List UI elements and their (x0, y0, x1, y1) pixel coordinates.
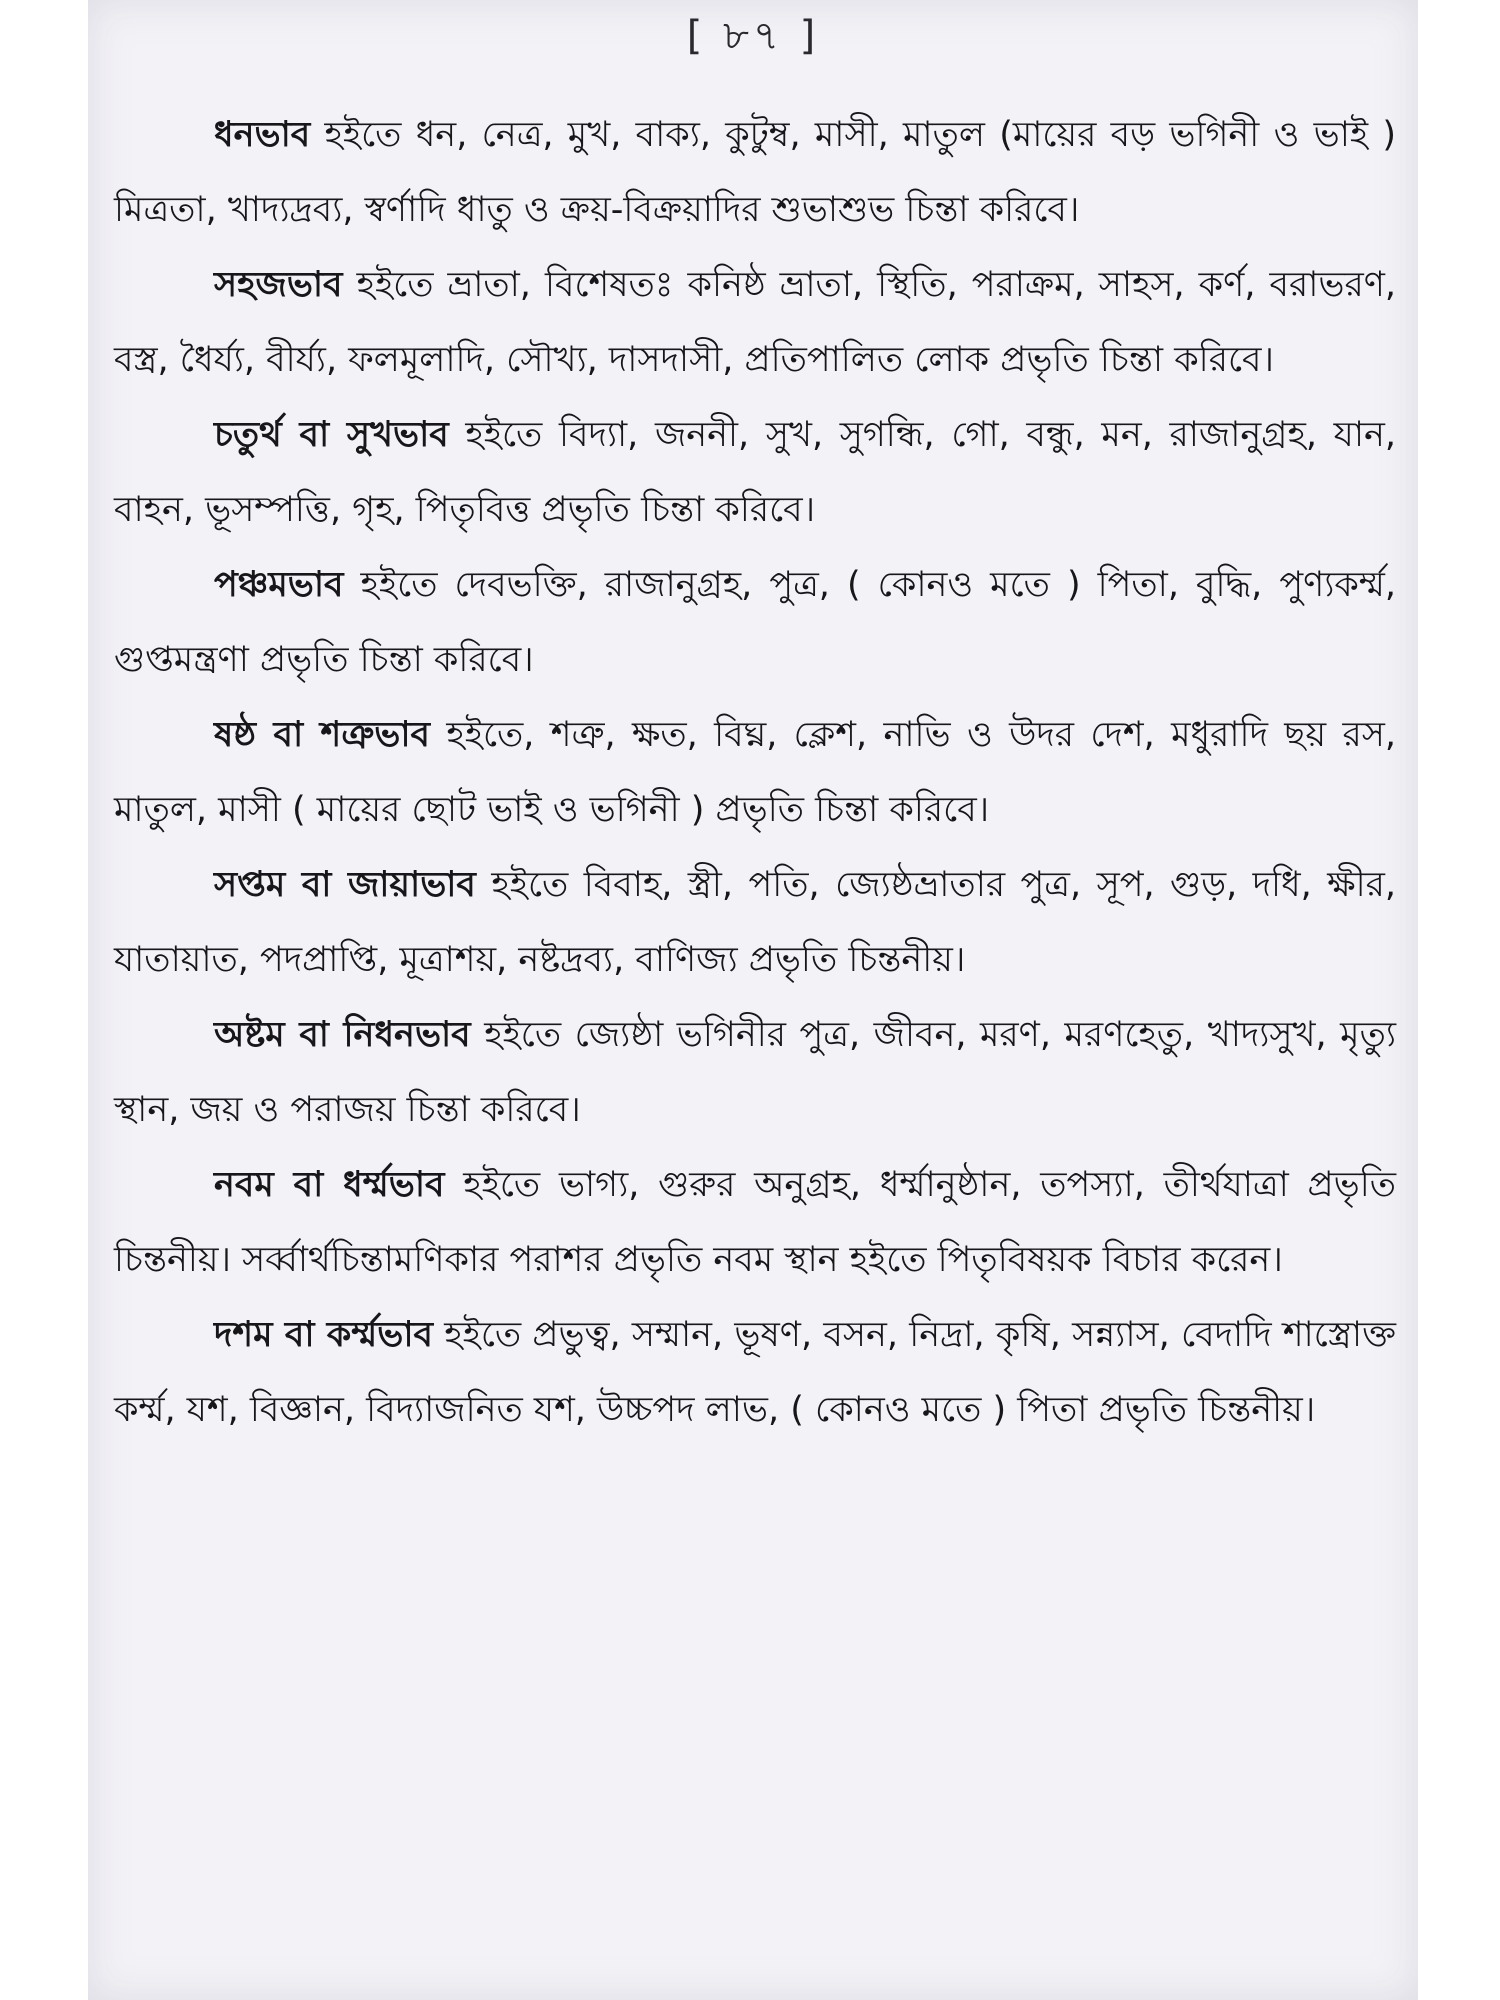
paragraph-text: হইতে বিদ্যা, জননী, সুখ, সুগন্ধি, গো, বন্ধু, মন, রাজানুগ্রহ, যান, বাহন, ভূসম্পত্তি, গৃহ, পিতৃবিত্ত প্রভৃতি চিন্তা করিবে। (114, 415, 1396, 530)
page-body (114, 98, 1396, 1448)
paragraph-dhanabhava (114, 98, 1396, 248)
paragraph-term: সপ্তম বা জায়াভাব (214, 865, 476, 905)
paragraph-term: চতুর্থ বা সুখভাব (214, 415, 449, 455)
paragraph-shatrubhava (114, 698, 1396, 848)
paragraph-sahajabhava (114, 248, 1396, 398)
page-number: [ ৮৭ ] (686, 13, 820, 59)
paragraph-text: হইতে দেবভক্তি, রাজানুগ্রহ, পুত্র, ( কোনও মতে ) পিতা, বুদ্ধি, পুণ্যকর্ম্ম, গুপ্তমন্ত্রণা প্রভৃতি চিন্তা করিবে। (114, 565, 1396, 680)
paragraph-text: হইতে প্রভুত্ব, সম্মান, ভূষণ, বসন, নিদ্রা, কৃষি, সন্ন্যাস, বেদাদি শাস্ত্রোক্ত কর্ম্ম, যশ, বিজ্ঞান, বিদ্যাজনিত যশ, উচ্চপদ লাভ, ( কোনও মতে ) পিতা প্রভৃতি চিন্তনীয়। (114, 1315, 1397, 1430)
paragraph-text: হইতে ভ্রাতা, বিশেষতঃ কনিষ্ঠ ভ্রাতা, স্থিতি, পরাক্রম, সাহস, কর্ণ, বরাভরণ, বস্ত্র, ধৈর্য্য, বীর্য্য, ফলমূলাদি, সৌখ্য, দাসদাসী, প্রতিপালিত লোক প্রভৃতি চিন্তা করিবে। (114, 265, 1396, 380)
paragraph-panchamabhava (114, 548, 1396, 698)
paragraph-text: হইতে ভাগ্য, গুরুর অনুগ্রহ, ধর্ম্মানুষ্ঠান, তপস্যা, তীর্থযাত্রা প্রভৃতি চিন্তনীয়। সর্ব্বার্থচিন্তামণিকার পরাশর প্রভৃতি নবম স্থান হইতে পিতৃবিষয়ক বিচার করেন। (114, 1165, 1396, 1280)
paragraph-term: পঞ্চমভাব (214, 565, 344, 605)
book-page (88, 0, 1418, 2000)
paragraph-term: ধনভাব (214, 115, 311, 155)
paragraph-term: ষষ্ঠ বা শত্রুভাব (214, 715, 431, 755)
paragraph-term: অষ্টম বা নিধনভাব (214, 1015, 471, 1055)
paragraph-term: নবম বা ধর্ম্মভাব (214, 1165, 445, 1205)
paragraph-karmabhava (114, 1298, 1396, 1448)
paragraph-text: হইতে, শত্রু, ক্ষত, বিঘ্ন, ক্লেশ, নাভি ও উদর দেশ, মধুরাদি ছয় রস, মাতুল, মাসী ( মায়ের ছোট ভাই ও ভগিনী ) প্রভৃতি চিন্তা করিবে। (114, 715, 1396, 830)
paragraph-jayabhava (114, 848, 1396, 998)
paragraph-nidhanabhava (114, 998, 1396, 1148)
paragraph-text: হইতে জ্যেষ্ঠা ভগিনীর পুত্র, জীবন, মরণ, মরণহেতু, খাদ্যসুখ, মৃত্যু স্থান, জয় ও পরাজয় চিন্তা করিবে। (114, 1015, 1396, 1130)
paragraph-term: দশম বা কর্ম্মভাব (214, 1315, 433, 1355)
paragraph-text: হইতে ধন, নেত্র, মুখ, বাক্য, কুটুম্ব, মাসী, মাতুল (মায়ের বড় ভগিনী ও ভাই ) মিত্রতা, খাদ্যদ্রব্য, স্বর্ণাদি ধাতু ও ক্রয়-বিক্রয়াদির শুভাশুভ চিন্তা করিবে। (114, 115, 1396, 230)
paragraph-sukhabhava (114, 398, 1396, 548)
paragraph-term: সহজভাব (214, 265, 343, 305)
paragraph-dharmabhava (114, 1148, 1396, 1298)
paragraph-text: হইতে বিবাহ, স্ত্রী, পতি, জ্যেষ্ঠভ্রাতার পুত্র, সূপ, গুড়, দধি, ক্ষীর, যাতায়াত, পদপ্রাপ্তি, মূত্রাশয়, নষ্টদ্রব্য, বাণিজ্য প্রভৃতি চিন্তনীয়। (114, 865, 1396, 980)
